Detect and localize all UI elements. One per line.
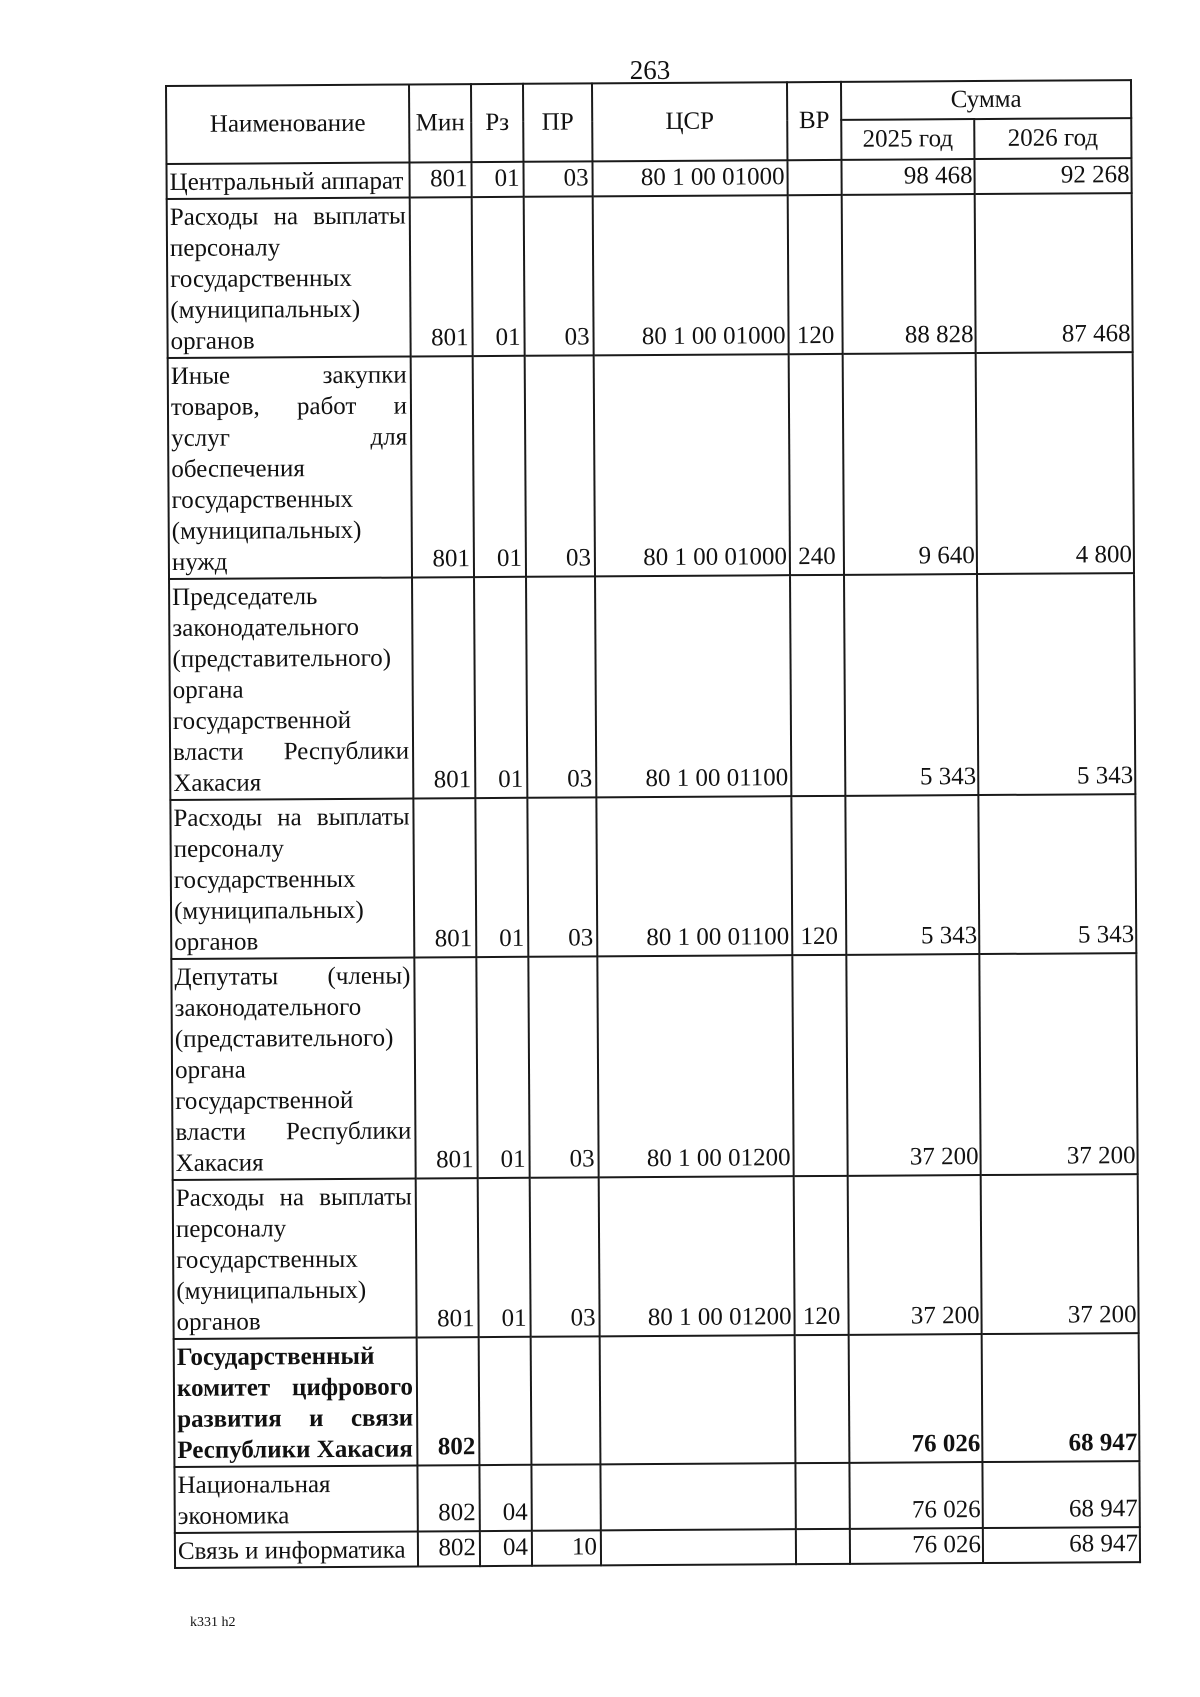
row-vr: 120 [788, 195, 843, 354]
row-vr [795, 1335, 850, 1463]
budget-table [165, 79, 1141, 1569]
footer-code: k331 h2 [190, 1615, 236, 1630]
row-sum-2026: 68 947 [982, 1333, 1140, 1462]
row-csr: 80 1 00 01000 [594, 354, 790, 576]
row-rz: 01 [478, 1178, 531, 1337]
row-vr [787, 160, 841, 195]
row-vr [796, 1529, 850, 1564]
header-min: Мин [409, 84, 471, 162]
header-2025: 2025 год [841, 119, 974, 160]
row-sum-2025: 9 640 [843, 353, 977, 575]
row-vr: 120 [791, 796, 846, 955]
row-pr [531, 1464, 600, 1530]
row-name: Расходы на выплаты персоналу государственных (муниципальных) органов [167, 198, 411, 358]
row-vr [792, 955, 847, 1176]
header-pr: ПР [523, 83, 592, 161]
row-sum-2026: 37 200 [981, 1174, 1139, 1334]
row-name: Расходы на выплаты персоналу государственных (муниципальных) органов [173, 1178, 417, 1338]
row-rz: 01 [474, 577, 527, 798]
row-csr: 80 1 00 01100 [595, 575, 791, 797]
row-min: 801 [416, 1178, 479, 1337]
table-row [173, 1174, 1139, 1339]
table-body [166, 158, 1140, 1568]
table-header [166, 80, 1131, 164]
row-pr [531, 1336, 601, 1464]
row-csr: 80 1 00 01100 [596, 796, 792, 956]
row-pr: 10 [532, 1530, 601, 1565]
row-min: 801 [409, 162, 471, 197]
row-name: Национальная экономика [174, 1465, 417, 1532]
row-sum-2025: 5 343 [844, 574, 978, 796]
row-name: Центральный аппарат [166, 163, 409, 199]
row-sum-2026: 68 947 [983, 1527, 1140, 1563]
row-pr: 03 [525, 355, 595, 576]
row-name: Депутаты (члены) законодательного (представительного) органа государственной власти Республики Хакасия [171, 957, 415, 1179]
row-rz: 01 [476, 957, 529, 1178]
row-vr [795, 1463, 849, 1529]
row-sum-2026: 37 200 [979, 953, 1137, 1175]
row-sum-2026: 68 947 [982, 1461, 1139, 1528]
row-sum-2025: 76 026 [850, 1528, 983, 1564]
budget-table-container [165, 79, 1174, 1569]
row-csr [600, 1463, 795, 1530]
row-csr: 80 1 00 01200 [599, 1176, 795, 1336]
row-sum-2025: 76 026 [849, 1334, 983, 1463]
row-csr: 80 1 00 01000 [592, 160, 787, 196]
row-name: Расходы на выплаты персоналу государственных (муниципальных) органов [170, 798, 414, 958]
table-row [174, 1333, 1140, 1467]
row-min: 802 [417, 1465, 479, 1531]
row-name: Иные закупки товаров, работ и услуг для обеспечения государственных (муниципальных) нужд [168, 357, 412, 579]
row-sum-2026: 87 468 [975, 193, 1133, 353]
header-csr: ЦСР [592, 82, 787, 161]
row-sum-2025: 37 200 [846, 954, 980, 1176]
table-row [167, 193, 1133, 358]
row-rz: 01 [471, 162, 523, 197]
row-min: 802 [418, 1531, 480, 1566]
row-sum-2025: 88 828 [842, 194, 976, 354]
row-pr: 03 [526, 576, 596, 797]
header-sum: Сумма [841, 80, 1131, 120]
row-pr: 03 [530, 1177, 600, 1336]
row-vr: 120 [794, 1176, 849, 1335]
row-rz: 01 [472, 197, 525, 356]
row-csr: 80 1 00 01000 [593, 195, 789, 355]
row-min: 801 [414, 957, 477, 1178]
row-pr: 03 [528, 956, 598, 1177]
row-name: Председатель законодательного (представительного) органа государственной власти Республики Хакасия [169, 578, 413, 800]
row-csr [600, 1335, 796, 1464]
row-min: 801 [412, 577, 475, 798]
table-row [174, 1461, 1139, 1533]
row-pr: 03 [524, 196, 594, 355]
row-min: 802 [417, 1337, 480, 1465]
row-sum-2025: 37 200 [848, 1175, 982, 1335]
row-sum-2025: 5 343 [845, 795, 979, 955]
table-row [170, 794, 1136, 959]
page-number: 263 [629, 55, 671, 85]
row-min: 801 [413, 798, 476, 957]
row-vr: 240 [789, 354, 844, 575]
table-row [166, 158, 1131, 199]
row-rz [479, 1337, 532, 1465]
row-sum-2025: 76 026 [849, 1462, 982, 1529]
header-rz: Рз [471, 84, 523, 162]
row-pr: 03 [523, 161, 592, 196]
row-rz: 01 [473, 356, 526, 577]
row-rz: 01 [475, 798, 528, 957]
table-row [171, 953, 1137, 1180]
row-sum-2026: 4 800 [976, 352, 1134, 574]
table-row [175, 1527, 1140, 1568]
row-sum-2026: 92 268 [974, 158, 1131, 194]
row-pr: 03 [527, 797, 597, 956]
row-min: 801 [410, 197, 473, 356]
row-rz: 04 [479, 1465, 531, 1531]
row-name: Связь и информатика [175, 1531, 418, 1567]
header-vr: ВР [787, 82, 841, 160]
row-csr [601, 1529, 796, 1565]
row-csr: 80 1 00 01200 [597, 955, 793, 1177]
row-rz: 04 [480, 1531, 532, 1566]
header-2026: 2026 год [974, 118, 1131, 159]
table-row [169, 573, 1135, 800]
header-name: Наименование [166, 85, 409, 164]
row-sum-2026: 5 343 [978, 794, 1136, 954]
row-vr [790, 575, 845, 796]
row-sum-2025: 98 468 [841, 159, 974, 195]
row-name: Государственный комитет цифрового развития и связи Республики Хакасия [174, 1337, 418, 1466]
row-sum-2026: 5 343 [977, 573, 1135, 795]
row-min: 801 [411, 356, 474, 577]
table-row [168, 352, 1134, 579]
